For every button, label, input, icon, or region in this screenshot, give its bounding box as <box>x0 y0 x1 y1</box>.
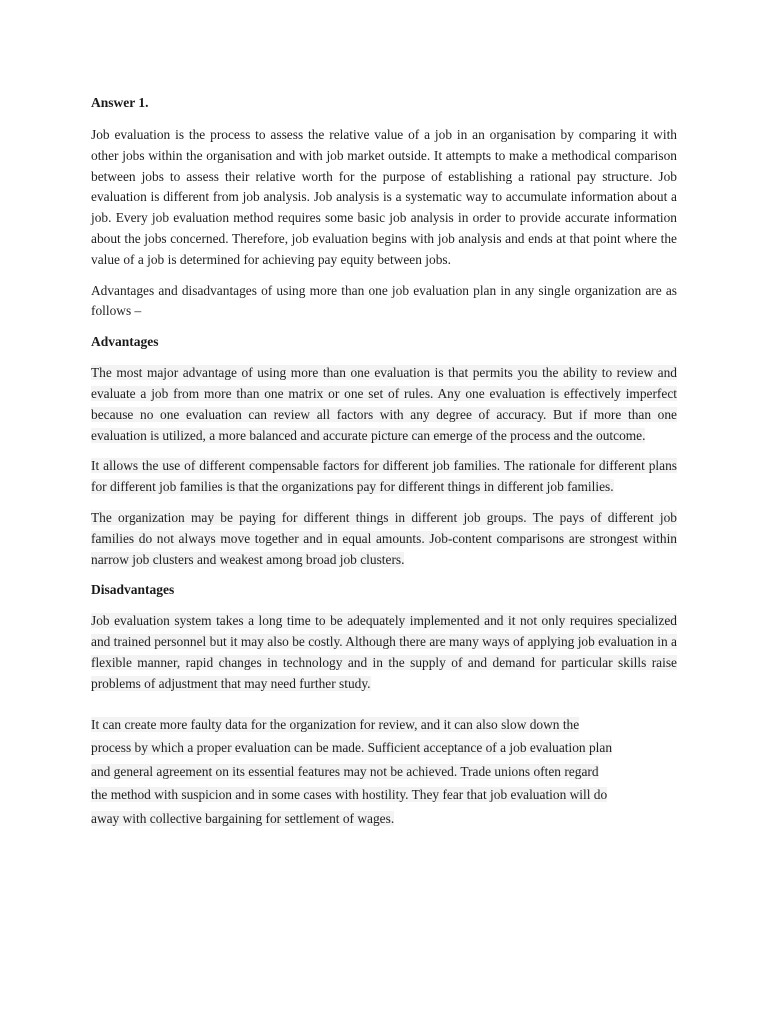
document-body <box>91 94 677 831</box>
paragraph-line-text: away with collective bargaining for settlement of wages. <box>91 810 395 826</box>
advantage-paragraph <box>91 508 677 570</box>
answer-heading: Answer 1. <box>91 95 149 110</box>
advantage-paragraph <box>91 456 677 498</box>
paragraph-line <box>91 807 681 831</box>
advantages-heading: Advantages <box>91 334 159 350</box>
intro-paragraph: Job evaluation is the process to assess the relative value of a job in an organisation by comparing it with other jobs within the organisation and with job market outside. It attempts to make a methodical comparison between jobs to assess their relative worth for the purpose of establishing a rational pay structure. Job evaluation is different from job analysis. Job analysis is a systematic way to accumulate information about a job. Every job evaluation method requires some basic job analysis in order to provide accurate information about the jobs concerned. Therefore, job evaluation begins with job analysis and ends at that point where the value of a job is determined for achieving pay equity between jobs. <box>91 127 677 267</box>
paragraph-line <box>91 713 681 737</box>
paragraph-line-text: and general agreement on its essential features may not be achieved. Trade unions often regard <box>91 763 599 779</box>
disadvantages-heading: Disadvantages <box>91 582 175 598</box>
advantage-paragraph-text: It allows the use of different compensable factors for different job families. The rationale for different plans for different job families is that the organizations pay for different things in different job families. <box>91 458 677 495</box>
paragraph-line-text: the method with suspicion and in some cases with hostility. They fear that job evaluation will do <box>91 787 608 803</box>
advantage-paragraph-text: The most major advantage of using more than one evaluation is that permits you the ability to review and evaluate a job from more than one matrix or one set of rules. Any one evaluation is effectively imperfect because no one evaluation can review all factors with any degree of accuracy. But if more than one evaluation is utilized, a more balanced and accurate picture can emerge of the process and the outcome. <box>91 365 677 443</box>
paragraph-line <box>91 760 681 784</box>
paragraph-line-text: It can create more faulty data for the organization for review, and it can also slow down the <box>91 716 580 732</box>
disadvantage-paragraph <box>91 611 677 694</box>
paragraph-line <box>91 783 681 807</box>
disadvantage-paragraph-text: Job evaluation system takes a long time to be adequately implemented and it not only requires specialized and trained personnel but it may also be costly. Although there are many ways of applying job evaluation in a flexible manner, rapid changes in technology and in the supply of and demand for particular skills raise problems of adjustment that may need further study. <box>91 613 677 691</box>
advantage-paragraph <box>91 363 677 446</box>
overview-paragraph: Advantages and disadvantages of using more than one job evaluation plan in any single organization are as follows – <box>91 282 677 319</box>
advantage-paragraph-text: The organization may be paying for different things in different job groups. The pays of different job families do not always move together and in equal amounts. Job-content comparisons are strongest within narrow job clusters and weakest among broad job clusters. <box>91 509 677 567</box>
paragraph-line <box>91 736 681 760</box>
paragraph-line-text: process by which a proper evaluation can be made. Sufficient acceptance of a job evaluation plan <box>91 740 613 756</box>
disadvantage-final-paragraph <box>91 713 681 831</box>
